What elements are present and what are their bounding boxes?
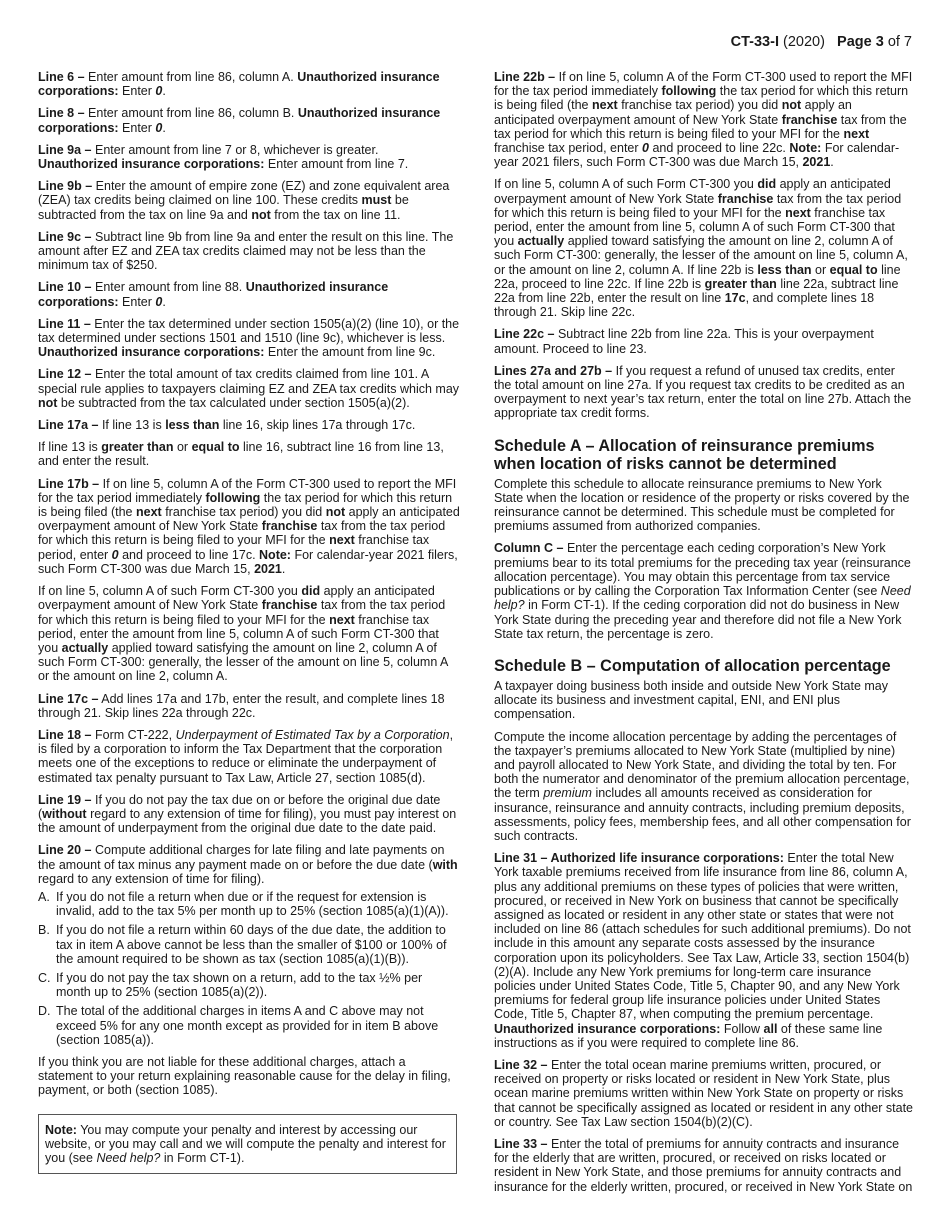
line-17a-instruction: Line 17a – If line 13 is less than line 16, skip lines 17a through 17c.	[38, 418, 416, 433]
line-22b-instruction: Line 22b – If on line 5, column A of the Form CT-300 used to report the MFI for the tax period immediately following the tax period for which this return is being filed (the next franchise tax period) you did not apply an anticipated overpayment amount of New York State franchise tax from the tax period for which this return is being filed to your MFI for the next franchise tax period, enter 0 and proceed to line 22c. Note: For calendar-year 2021 filers, such Form CT-300 was due March 15, 2021.	[494, 70, 913, 170]
schedule-b-paragraph-2: Compute the income allocation percentage by adding the percentages of the taxpayer’s premiums allocated to New York State (multiplied by nine) and payroll allocated to New York State, and dividing the total by ten. For both the numerator and denominator of the premium allocation percentage, the term premium includes all amounts received as consideration for insurance, reinsurance and annuity contracts, including premium deposits, assessments, policy fees, membership fees, and all other compensation for such contracts.	[494, 729, 911, 843]
line-33-instruction: Line 33 – Enter the total of premiums for annuity contracts and insurance for the elderly that are written, procured, or received on risks located or resident in New York State, and those premiums for annuity contracts and insurance for the elderly written, procured, or received in New York State on	[494, 1137, 913, 1194]
note-box: Note: You may compute your penalty and interest by accessing our website, or you may call and we will compute the penalty and interest for you (see Need help? in Form CT-1).	[38, 1114, 457, 1175]
line-17c-instruction: Line 17c – Add lines 17a and 17b, enter the result, and complete lines 18 through 21. Skip lines 22a through 22c.	[38, 691, 445, 720]
line-9b-instruction: Line 9b – Enter the amount of empire zone (EZ) and zone equivalent area (ZEA) tax credits being claimed on line 100. These credits must be subtracted from the tax on line 9a and not from the tax on line 11.	[38, 179, 450, 222]
line-22c-instruction: Line 22c – Subtract line 22b from line 22a. This is your overpayment amount. Proceed to line 23.	[494, 327, 874, 356]
schedule-a-heading: Schedule A – Allocation of reinsurance premiums when location of risks cannot be determined	[494, 436, 875, 473]
line-20-instruction: Line 20 – Compute additional charges for late filing and late payments on the amount of tax minus any payment made on or before the due date (with regard to any extension of time for filing).	[38, 843, 458, 886]
page-header	[731, 34, 912, 50]
line-6-instruction: Line 6 – Enter amount from line 86, column A. Unauthorized insurance corporations: Enter 0.	[38, 70, 440, 99]
list-item: C. If you do not pay the tax shown on a return, add to the tax ½% per month up to 25% (section 1085(a)(2)).	[38, 970, 423, 1000]
list-item: B. If you do not file a return within 60 days of the due date, the addition to tax in item A above cannot be less than the smaller of $100 or 100% of the amount required to be shown as tax (section 1085(a)(1)(B)).	[38, 923, 447, 966]
line-11-instruction: Line 11 – Enter the tax determined under section 1505(a)(2) (line 10), or the tax determined under sections 1501 and 1510 (line 9c), whichever is less. Unauthorized insurance corporations: Enter the amount from line 9c.	[38, 316, 460, 360]
left-column	[38, 70, 460, 1174]
additional-charges-list	[38, 890, 460, 1047]
line-31-instruction: Line 31 – Authorized life insurance corporations: Enter the total New York taxable premiums received from life insurance from line 86, column A, plus any additional premiums on these types of policies that were written, procured, or received in New York on business that cannot be specifically assigned as located or resident in any other state or states that were not included on line 86 (attach schedules for such additional premiums). Do not include in this amount any separate costs assessed by the insurance corporation upon its policyholders. See Tax Law, Article 33, section 1504(b)(2)(A). Include any New York premiums for long-term care insurance policies under United States Code, Title 5, Chapter 90, and any New York premiums for federal group life insurance policies under United States Code, Title 5, Chapter 87, when computing the premium percentage. Unauthorized insurance corporations: Follow all of these same line instructions as if you were required to complete line 86.	[494, 851, 911, 1050]
line-32-instruction: Line 32 – Enter the total ocean marine premiums written, procured, or received on property or risks located or resident in New York State, plus ocean marine premiums written within New York State on property or risks that cannot be specifically assigned as located or resident in any other state or country. See Tax Law section 1504(b)(2)(C).	[494, 1057, 914, 1129]
line-9a-instruction: Line 9a – Enter amount from line 7 or 8, whichever is greater. Unauthorized insurance corporations: Enter amount from line 7.	[38, 142, 409, 172]
line-18-instruction: Line 18 – Form CT-222, Underpayment of Estimated Tax by a Corporation, is filed by a corporation to inform the Tax Department that the corporation meets one of the exceptions to reduce or eliminate the underpayment of estimated tax penalty pursuant to Tax Law, Article 27, section 1085(d).	[38, 727, 454, 785]
form-id: CT-33-I	[730, 34, 779, 50]
lines-27-instruction: Lines 27a and 27b – If you request a refund of unused tax credits, enter the total amount on line 27a. If you request tax credits to be credited as an overpayment to next year’s tax return, enter the total on line 27b. Attach the appropriate tax credit forms.	[494, 363, 912, 421]
schedule-a-column-c: Column C – Enter the percentage each ceding corporation’s New York premiums bear to its total premiums for the preceding tax year (reinsurance allocation percentage). You may obtain this percentage from tax service publications or by calling the Corporation Tax Information Center (see Need help? in Form CT-1). If the ceding corporation did not do business in New York State during the preceding year and therefore did not file a New York State tax return, the percentage is zero.	[494, 541, 911, 641]
line-22b-instruction-continued: If on line 5, column A of such Form CT-300 you did apply an anticipated overpayment amount of New York State franchise tax from the tax period for which this return is being filed to your MFI for the next franchise tax period, enter the amount from line 5, column A of such Form CT-300 that you actually applied toward satisfying the amount on line 2, column A of such Form CT-300: generally, the lesser of the amount on line 5, column A, or the amount on line 2, column A. If line 22b is less than or equal to line 22a, proceed to line 22c. If line 22b is greater than line 22a, subtract line 22a from line 22b, enter the result on line 17c, and complete lines 18 through 21. Skip line 22c.	[494, 177, 908, 320]
schedule-a-intro: Complete this schedule to allocate reinsurance premiums to New York State when the location or residence of the property or risks covered by the reinsurance cannot be determined. This schedule must be completed for premiums assumed from authorized companies.	[494, 476, 910, 534]
line-12-instruction: Line 12 – Enter the total amount of tax credits claimed from line 101. A special rule applies to taxpayers claiming EZ and ZEA tax credits which may not be subtracted from the tax calculated under section 1505(a)(2).	[38, 367, 460, 410]
list-item: D. The total of the additional charges in items A and C above may not exceed 5% for any one month except as provided for in item B above (section 1085(a)).	[38, 1004, 439, 1047]
line-19-instruction: Line 19 – If you do not pay the tax due on or before the original due date (without regard to any extension of time for filing), you must pay interest on the amount of underpayment from the original due date to the date paid.	[38, 792, 457, 836]
line-17a-instruction-continued: If line 13 is greater than or equal to line 16, subtract line 16 from line 13, and enter the result.	[38, 440, 444, 469]
list-item: A. If you do not file a return when due or if the request for extension is invalid, add to the tax 5% per month up to 25% (section 1085(a)(1)(A)).	[38, 889, 449, 919]
liability-paragraph: If you think you are not liable for these additional charges, attach a statement to your return explaining reasonable cause for the delay in filing, payment, or both (section 1085).	[38, 1054, 451, 1098]
page-number: Page 3	[837, 34, 884, 50]
line-17b-instruction-continued: If on line 5, column A of such Form CT-300 you did apply an anticipated overpayment amount of New York State franchise tax from the tax period for which this return is being filed to your MFI for the next franchise tax period, enter the amount from line 5, column A of such Form CT-300 that you actually applied toward satisfying the amount on line 2, column A of such Form CT-300: generally, the lesser of the amount on line 5, column A or the amount on line 2, column A.	[38, 584, 448, 684]
schedule-b-paragraph-1: A taxpayer doing business both inside and outside New York State may allocate its business and investment capital, ENI, and ENI plus compensation.	[494, 678, 889, 722]
page-total: of 7	[887, 34, 912, 50]
schedule-b-heading: Schedule B – Computation of allocation percentage	[494, 656, 891, 675]
line-17b-instruction: Line 17b – If on line 5, column A of the Form CT-300 used to report the MFI for the tax period immediately following the tax period for which this return is being filed (the next franchise tax period) you did not apply an anticipated overpayment amount of New York State franchise tax from the tax period for which this return is being filed to your MFI for the next franchise tax period, enter 0 and proceed to line 17c. Note: For calendar-year 2021 filers, such Form CT-300 was due March 15, 2021.	[38, 476, 460, 576]
line-8-instruction: Line 8 – Enter amount from line 86, column B. Unauthorized insurance corporations: Enter 0.	[38, 106, 441, 135]
right-column	[494, 70, 914, 1202]
form-year: (2020)	[783, 34, 825, 50]
line-10-instruction: Line 10 – Enter amount from line 88. Unauthorized insurance corporations: Enter 0.	[38, 280, 389, 309]
line-9c-instruction: Line 9c – Subtract line 9b from line 9a and enter the result on this line. The amount after EZ and ZEA tax credits claimed may not be less than the minimum tax of $250.	[38, 229, 454, 273]
